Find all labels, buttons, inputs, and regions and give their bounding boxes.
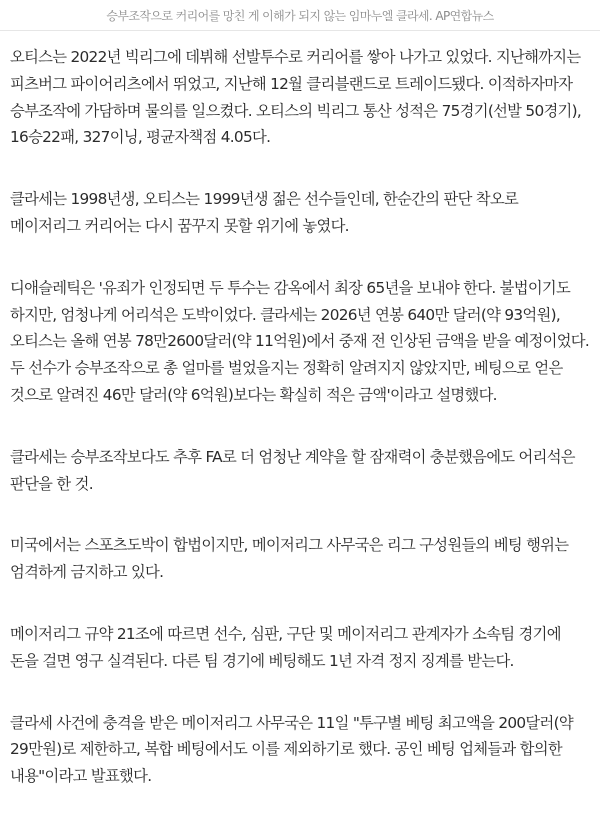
- article-paragraph-4: 클라세는 승부조작보다도 추후 FA로 더 엄청난 계약을 할 잠재력이 충분했음에도 어리석은 판단을 한 것.: [10, 447, 575, 493]
- article-paragraph-3: 디애슬레틱은 '유죄가 인정되면 두 투수는 감옥에서 최장 65년을 보내야 한다. 불법이기도 하지만, 엄청나게 어리석은 도박이었다. 클라세는 2026년 연봉 640만 달러(약 93억원), 오티스는 올해 연봉 78만2600달러(약 11억원)에서 중재 전 인상된 금액을 받을 예정이었다. 두 선수가 승부조작으로 총 얼마를 벌었을지는 정확히 알려지지 않았지만, 베팅으로 얻은 것으로 알려진 46만 달러(약 6억원)보다는 확실히 적은 금액'이라고 설명했다.: [10, 278, 590, 404]
- article-paragraph-7: 클라세 사건에 충격을 받은 메이저리그 사무국은 11일 "투구별 베팅 최고액을 200달러(약 29만원)로 제한하고, 복합 베팅에서도 이를 제외하기로 했다. 공인 베팅 업체들과 합의한 내용"이라고 발표했다.: [10, 713, 573, 786]
- article-paragraph-1: 오티스는 2022년 빅리그에 데뷔해 선발투수로 커리어를 쌓아 나가고 있었다. 지난해까지는 피츠버그 파이어리츠에서 뛰었고, 지난해 12월 클리블랜드로 트레이드됐다. 이적하자마자 승부조작에 가담하며 물의를 일으켰다. 오티스의 빅리그 통산 성적은 75경기(선발 50경기), 16승22패, 327이닝, 평균자책점 4.05다.: [10, 48, 582, 147]
- article-paragraph-2: 클라세는 1998년생, 오티스는 1999년생 젊은 선수들인데, 한순간의 판단 착오로 메이저리그 커리어는 다시 꿈꾸지 못할 위기에 놓였다.: [10, 190, 519, 235]
- photo-caption-bar: [0, 0, 600, 31]
- article-paragraph-5: 미국에서는 스포츠도박이 합법이지만, 메이저리그 사무국은 리그 구성원들의 베팅 행위는 엄격하게 금지하고 있다.: [10, 536, 569, 582]
- photo-caption: 승부조작으로 커리어를 망친 게 이해가 되지 않는 임마누엘 클라세. AP연합뉴스: [106, 8, 494, 23]
- article-body: [10, 44, 592, 825]
- article-paragraph-6: 메이저리그 규약 21조에 따르면 선수, 심판, 구단 및 메이저리그 관계자가 소속팀 경기에 돈을 걸면 영구 실격된다. 다른 팀 경기에 베팅해도 1년 자격 정지 징계를 받는다.: [10, 624, 561, 670]
